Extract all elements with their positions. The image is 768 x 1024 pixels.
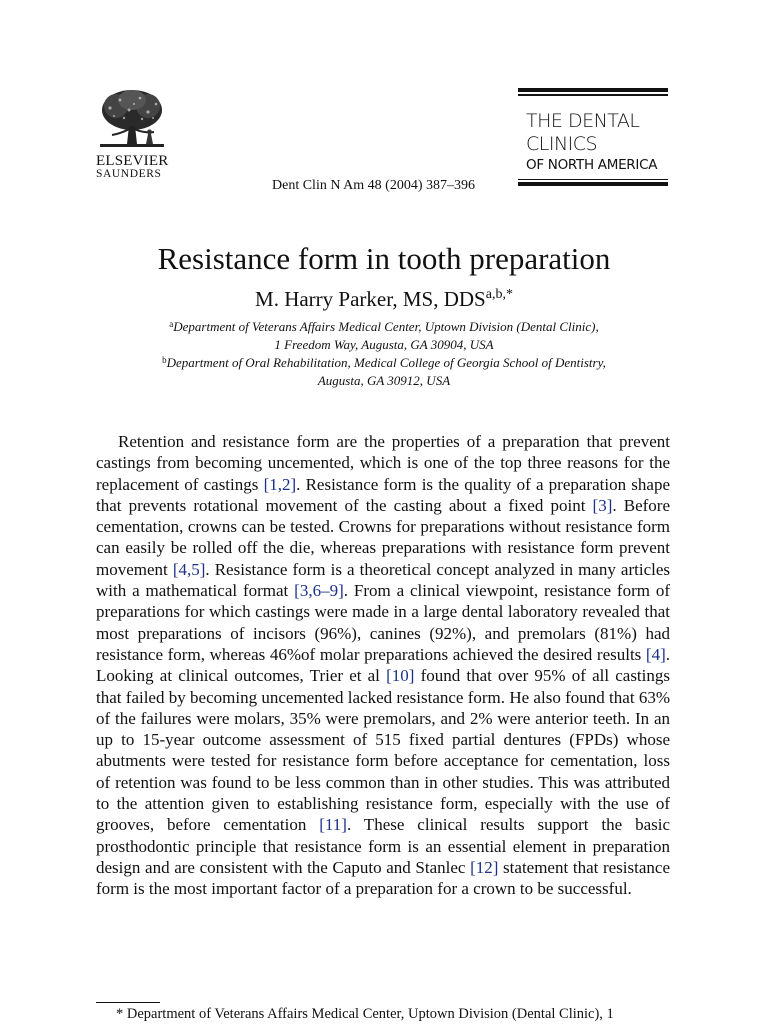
journal-name-line-2: CLINICS xyxy=(526,132,598,155)
corresponding-author-footnote: * Department of Veterans Affairs Medical Center, Uptown Division (Dental Clinic), 1 xyxy=(116,1006,614,1022)
affiliation-line: Department of Veterans Affairs Medical Center, Uptown Division (Dental Clinic), xyxy=(173,319,599,334)
publisher-imprint: SAUNDERS xyxy=(96,168,162,180)
body-segment: found that over 95% of all castings that failed by becoming uncemented lacked resistance form. He also found that 63% of the failures were molars, 35% were premolars, and 2% were anterior teeth. In an up to 15-year outcome assessment of 515 fixed partial dentures (FPDs) whose abutments were tested for resistance form before acceptance for cementation, loss of retention was found to be less common than in other studies. This was attributed to the attention given to establishing resistance form, especially with the use of grooves, before cementation xyxy=(96,666,670,835)
journal-logo xyxy=(518,88,668,186)
affiliation-line: 1 Freedom Way, Augusta, GA 30904, USA xyxy=(274,337,494,352)
author-affiliation-marks: a,b,* xyxy=(485,287,513,302)
affiliation-line: Augusta, GA 30912, USA xyxy=(317,373,451,388)
citation-ref-link[interactable]: [11] xyxy=(319,815,347,835)
citation-ref-link[interactable]: [10] xyxy=(386,666,415,686)
citation-ref-link[interactable]: [1,2] xyxy=(263,474,297,494)
body-segment: . Resistance form is the quality of a preparation shape that prevents rotational movement of the casting about a fixed point xyxy=(96,474,670,515)
footnote-rule xyxy=(96,1002,160,1003)
affiliation-mark: a xyxy=(169,319,174,329)
journal-name-line-3: OF NORTH AMERICA xyxy=(526,156,658,173)
citation-ref-link[interactable]: [12] xyxy=(470,857,499,877)
journal-citation: Dent Clin N Am 48 (2004) 387–396 xyxy=(272,178,475,193)
body-segment: statement that resistance form is the most important factor of a preparation for a crown to be successful. xyxy=(96,857,670,899)
citation-ref-link[interactable]: [3] xyxy=(592,495,613,515)
body-segment: . Before cementation, crowns can be tested. Crowns for preparations without resistance form can easily be rolled off the die, whereas preparations with resistance form prevent movement xyxy=(96,495,670,579)
body-segment: . From a clinical viewpoint, resistance form of preparations for which castings were made in a large dental laboratory revealed that most preparations of incisors (96%), canines (92%), and premolars (81%) had resistance form, whereas 46%of molar preparations achieved the desired results xyxy=(96,581,670,664)
citation-ref-link[interactable]: [4,5] xyxy=(172,559,206,579)
journal-logo-top-rule xyxy=(518,88,668,92)
body-segment: . These clinical results support the basic prosthodontic principle that resistance form is an essential element in preparation design and are consistent with the Caputo and Stanlec xyxy=(96,815,670,877)
publisher-name: ELSEVIER xyxy=(96,153,169,169)
journal-name-line-1: THE DENTAL xyxy=(526,109,640,132)
body-segment: . Looking at clinical outcomes, Trier et al xyxy=(96,644,670,686)
body-segment: Retention and resistance form are the properties of a preparation that prevent castings from becoming uncemented, which is one of the top three reasons for the replacement of castings xyxy=(96,432,670,494)
author-line xyxy=(0,284,768,314)
article-title: Resistance form in tooth preparation xyxy=(157,241,611,276)
body-segment: . Resistance form is a theoretical concept analyzed in many articles with a mathematical format xyxy=(96,559,670,601)
citation-ref-link[interactable]: [3,6–9] xyxy=(294,581,344,601)
citation-ref-link[interactable]: [4] xyxy=(645,644,666,664)
affiliation-a xyxy=(96,318,672,354)
affiliations xyxy=(96,318,672,390)
journal-logo-bottom-rule-thin xyxy=(518,179,668,181)
tree-emblem-icon xyxy=(96,88,168,152)
author-name: M. Harry Parker, MS, DDS xyxy=(255,287,486,311)
journal-logo-bottom-rule xyxy=(518,182,668,186)
affiliation-mark: b xyxy=(162,355,167,365)
publisher-logo xyxy=(96,88,170,180)
body-paragraph xyxy=(96,431,670,900)
affiliation-line: Department of Oral Rehabilitation, Medical College of Georgia School of Dentistry, xyxy=(166,355,606,370)
affiliation-b xyxy=(96,354,672,390)
